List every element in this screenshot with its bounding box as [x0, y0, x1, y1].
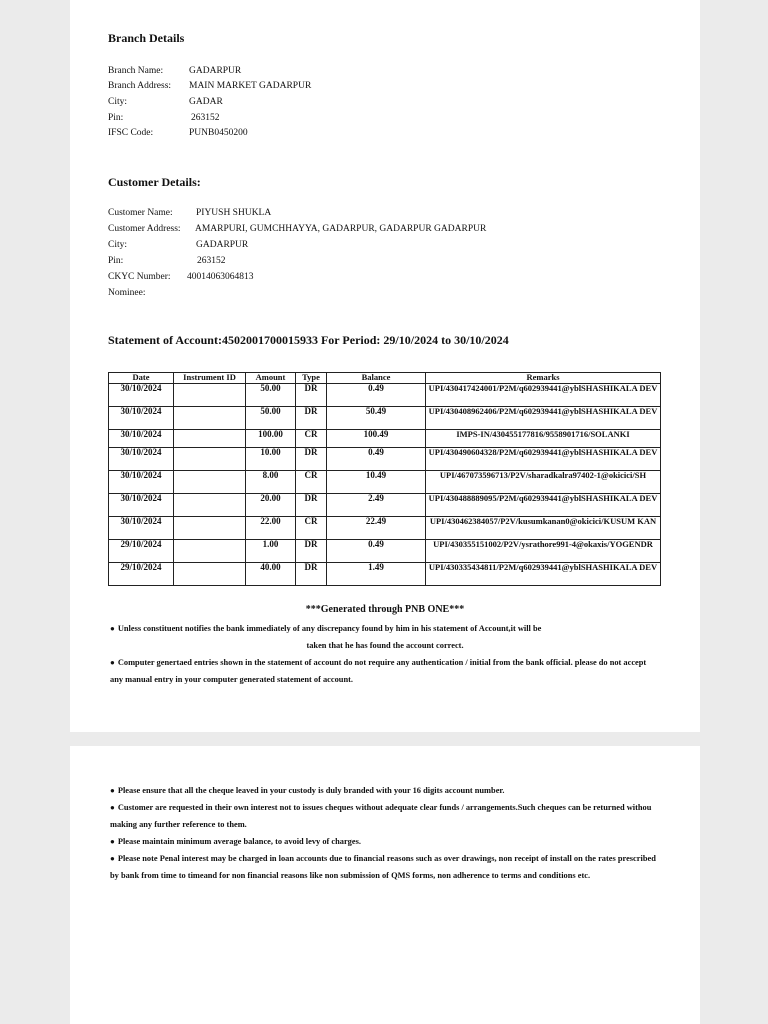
ckyc-value: 40014063064813	[187, 272, 254, 282]
cell-instrument	[174, 540, 246, 563]
customer-city-value: GADARPUR	[196, 240, 249, 250]
cell-balance: 22.49	[327, 517, 426, 540]
cell-amount: 40.00	[246, 563, 296, 586]
cell-instrument	[174, 384, 246, 407]
col-remarks-header: Remarks	[426, 373, 661, 384]
table-row	[109, 471, 661, 494]
cell-date: 30/10/2024	[109, 471, 174, 494]
branch-pin-label: Pin:	[108, 113, 124, 123]
statement-title: Statement of Account:4502001700015933 For Period: 29/10/2024 to 30/10/2024	[108, 333, 509, 347]
col-amount-header: Amount	[246, 373, 296, 384]
cell-date: 30/10/2024	[109, 448, 174, 471]
cell-date: 30/10/2024	[109, 407, 174, 430]
cell-instrument	[174, 407, 246, 430]
customer-name-label: Customer Name:	[108, 208, 173, 218]
cell-remarks: UPI/430488889095/P2M/q602939441@yblSHASHIKALA DEV	[426, 494, 661, 517]
cell-type: DR	[296, 448, 327, 471]
nominee-label: Nominee:	[108, 288, 146, 298]
bullet-icon: ●	[110, 658, 115, 667]
ifsc-label: IFSC Code:	[108, 128, 154, 138]
cell-balance: 0.49	[327, 448, 426, 471]
cell-type: DR	[296, 563, 327, 586]
cell-remarks: UPI/430417424001/P2M/q602939441@yblSHASHIKALA DEV	[426, 384, 661, 407]
footer-notes	[110, 620, 660, 688]
table-row	[109, 407, 661, 430]
cell-amount: 20.00	[246, 494, 296, 517]
cell-date: 30/10/2024	[109, 384, 174, 407]
cell-type: CR	[296, 471, 327, 494]
cell-amount: 1.00	[246, 540, 296, 563]
bullet-icon: ●	[110, 837, 115, 846]
cell-amount: 8.00	[246, 471, 296, 494]
statement-page-1	[70, 0, 700, 732]
table-header-row	[109, 373, 661, 384]
cell-balance: 100.49	[327, 430, 426, 448]
cell-instrument	[174, 430, 246, 448]
table-row	[109, 540, 661, 563]
transactions-table	[108, 372, 661, 586]
customer-details-heading: Customer Details:	[108, 175, 201, 189]
generated-note: ***Generated through PNB ONE***	[305, 604, 465, 615]
bullet-icon: ●	[110, 786, 115, 795]
cell-balance: 0.49	[327, 384, 426, 407]
customer-city-label: City:	[108, 240, 128, 250]
cell-date: 30/10/2024	[109, 517, 174, 540]
note-2: ● Computer genertaed entries shown in the statement of account do not require any authentication / initial from the bank official. please do not accept any manual entry in your computer generated statement of account.	[110, 658, 647, 684]
cell-date: 30/10/2024	[109, 494, 174, 517]
cell-type: DR	[296, 540, 327, 563]
cell-instrument	[174, 471, 246, 494]
ckyc-label: CKYC Number:	[108, 272, 171, 282]
statement-page-2	[70, 746, 700, 1024]
branch-address-value: MAIN MARKET GADARPUR	[189, 81, 312, 91]
table-row	[109, 448, 661, 471]
branch-name-label: Branch Name:	[108, 66, 164, 76]
cell-remarks: UPI/430335434811/P2M/q602939441@yblSHASHIKALA DEV	[426, 563, 661, 586]
cell-balance: 1.49	[327, 563, 426, 586]
ifsc-value: PUNB0450200	[189, 128, 248, 138]
page2-note-4: ● Please note Penal interest may be charged in loan accounts due to financial reasons such as over drawings, non receipt of install on the rates prescribed by bank from time to timeand for non financial reasons like non submission of QMS forms, non adherence to terms and conditions etc.	[110, 854, 656, 880]
col-date-header: Date	[109, 373, 174, 384]
cell-type: DR	[296, 407, 327, 430]
table-row	[109, 384, 661, 407]
customer-name-value: PIYUSH SHUKLA	[196, 208, 272, 218]
cell-instrument	[174, 517, 246, 540]
bullet-icon: ●	[110, 854, 115, 863]
cell-remarks: UPI/467073596713/P2V/sharadkalra97402-1@okicici/SH	[426, 471, 661, 494]
cell-amount: 10.00	[246, 448, 296, 471]
page2-note-1: ● Please ensure that all the cheque leaved in your custody is duly branded with your 16 digits account number.	[110, 786, 505, 795]
col-balance-header: Balance	[327, 373, 426, 384]
cell-balance: 0.49	[327, 540, 426, 563]
cell-type: DR	[296, 494, 327, 517]
branch-pin-value: 263152	[191, 113, 220, 123]
cell-date: 30/10/2024	[109, 430, 174, 448]
bullet-icon: ●	[110, 624, 115, 633]
cell-instrument	[174, 448, 246, 471]
branch-city-label: City:	[108, 97, 128, 107]
note-1-continued: taken that he has found the account correct.	[306, 641, 464, 650]
cell-instrument	[174, 563, 246, 586]
page2-notes	[110, 782, 660, 884]
col-type-header: Type	[296, 373, 327, 384]
cell-amount: 22.00	[246, 517, 296, 540]
cell-balance: 10.49	[327, 471, 426, 494]
cell-instrument	[174, 494, 246, 517]
cell-amount: 50.00	[246, 384, 296, 407]
branch-name-value: GADARPUR	[189, 66, 242, 76]
cell-type: CR	[296, 430, 327, 448]
note-1: ● Unless constituent notifies the bank immediately of any discrepancy found by him in his statement of Account,it will be	[110, 624, 542, 633]
cell-amount: 50.00	[246, 407, 296, 430]
cell-date: 29/10/2024	[109, 540, 174, 563]
branch-city-value: GADAR	[189, 97, 223, 107]
branch-details-heading: Branch Details	[108, 31, 185, 45]
table-row	[109, 494, 661, 517]
cell-remarks: UPI/430355151002/P2V/ysrathore991-4@okaxis/YOGENDR	[426, 540, 661, 563]
cell-balance: 50.49	[327, 407, 426, 430]
branch-address-label: Branch Address:	[108, 81, 172, 91]
cell-type: CR	[296, 517, 327, 540]
cell-remarks: UPI/430490604328/P2M/q602939441@yblSHASHIKALA DEV	[426, 448, 661, 471]
cell-date: 29/10/2024	[109, 563, 174, 586]
cell-type: DR	[296, 384, 327, 407]
bullet-icon: ●	[110, 803, 115, 812]
page2-note-2: ● Customer are requested in their own interest not to issues cheques without adequate clear funds / arrangements.Such cheques can be returned withou making any further reference to them.	[110, 803, 652, 829]
page2-note-3: ● Please maintain minimum average balance, to avoid levy of charges.	[110, 837, 361, 846]
cell-amount: 100.00	[246, 430, 296, 448]
cell-remarks: UPI/430408962406/P2M/q602939441@yblSHASHIKALA DEV	[426, 407, 661, 430]
cell-remarks: IMPS-IN/430455177816/9558901716/SOLANKI	[426, 430, 661, 448]
cell-balance: 2.49	[327, 494, 426, 517]
customer-pin-value: 263152	[197, 256, 226, 266]
table-row	[109, 430, 661, 448]
col-instrument-header: Instrument ID	[174, 373, 246, 384]
customer-address-value: AMARPURI, GUMCHHAYYA, GADARPUR, GADARPUR GADARPUR	[195, 224, 487, 234]
customer-address-label: Customer Address:	[108, 224, 181, 234]
customer-pin-label: Pin:	[108, 256, 124, 266]
cell-remarks: UPI/430462384057/P2V/kusumkanan0@okicici/KUSUM KAN	[426, 517, 661, 540]
table-row	[109, 517, 661, 540]
table-row	[109, 563, 661, 586]
